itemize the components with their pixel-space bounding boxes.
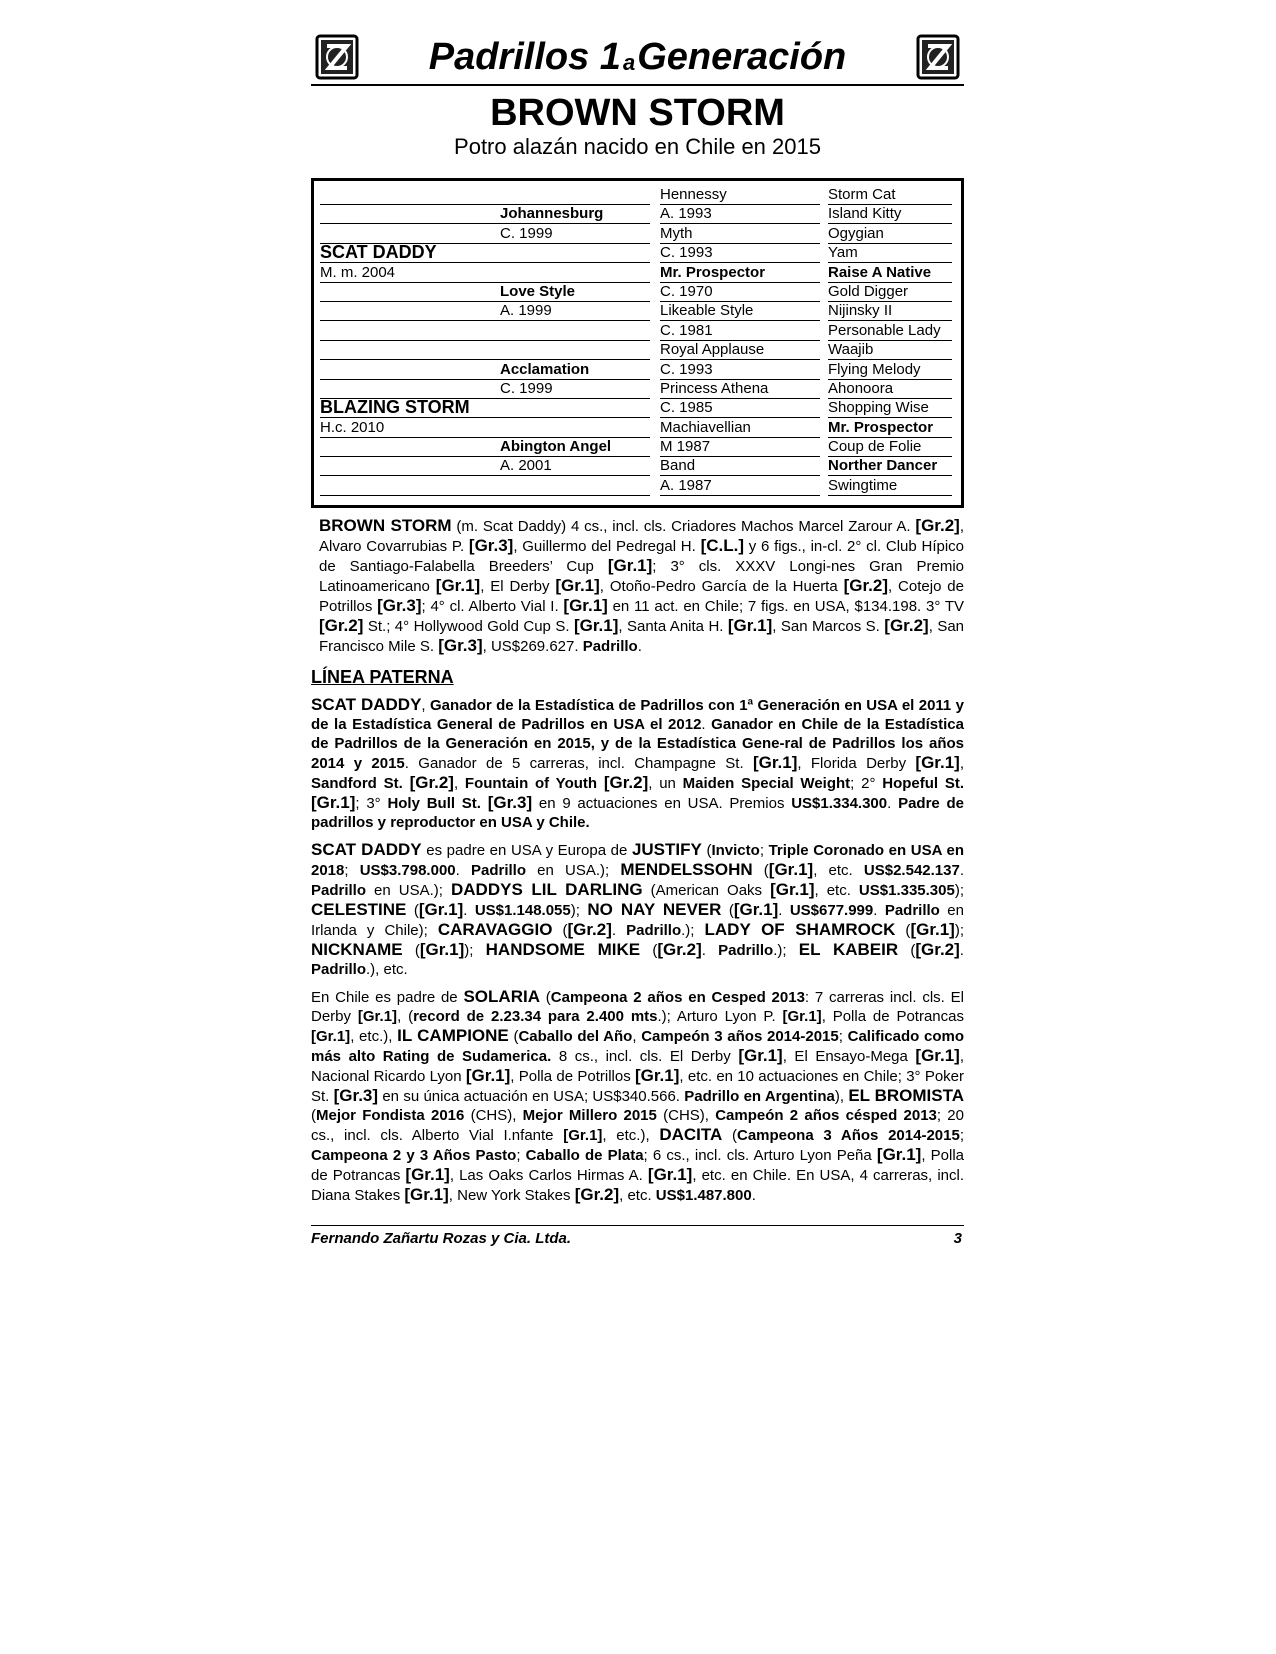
pedigree-row xyxy=(320,418,947,437)
header-title: Padrillos 1$^a$Generación xyxy=(428,36,847,78)
pedigree-cell: BLAZING STORM xyxy=(320,398,500,418)
pedigree-row xyxy=(320,204,947,223)
pedigree-cell xyxy=(320,321,500,341)
pedigree-row xyxy=(320,360,947,379)
document-page xyxy=(311,30,964,1250)
pedigree-cell: C. 1981 xyxy=(660,321,820,341)
pedigree-cell xyxy=(320,360,500,380)
offspring-chile-paragraph: En Chile es padre de SOLARIA (Campeona 2 años en Cesped 2013: 7 carreras incl. cls. El Derby [Gr.1], (record de 2.23.34 para 2.400 mts.); Arturo Lyon P. [Gr.1], Polla de Potrancas [Gr.1], etc.), IL CAMPIONE (Caballo del Año, Campeón 3 años 2014-2015; Calificado como más alto Rating de Sudamerica. 8 cs., incl. cls. El Derby [Gr.1], El Ensayo-Mega [Gr.1], Nacional Ricardo Lyon [Gr.1], Polla de Potrillos [Gr.1], etc. en 10 actuaciones en Chile; 3° Poker St. [Gr.3] en su única actuación en USA; US$340.566. Padrillo en Argentina), EL BROMISTA (Mejor Fondista 2016 (CHS), Mejor Millero 2015 (CHS), Campeón 2 años césped 2013; 20 cs., incl. cls. Alberto Vial I.nfante [Gr.1], etc.), DACITA (Campeona 3 Años 2014-2015; Campeona 2 y 3 Años Pasto; Caballo de Plata; 6 cs., incl. cls. Arturo Lyon Peña [Gr.1], Polla de Potrancas [Gr.1], Las Oaks Carlos Hirmas A. [Gr.1], etc. en Chile. En USA, 4 carreras, incl. Diana Stakes [Gr.1], New York Stakes [Gr.2], etc. US$1.487.800. xyxy=(311,987,965,1204)
pedigree-cell: Shopping Wise xyxy=(828,398,952,418)
pedigree-cell xyxy=(320,437,500,457)
pedigree-cell: Princess Athena xyxy=(660,379,820,399)
pedigree-cell: Ahonoora xyxy=(828,379,952,399)
pedigree-row xyxy=(320,243,947,262)
pedigree-cell: Mr. Prospector xyxy=(660,263,820,283)
pedigree-cell xyxy=(320,204,500,224)
pedigree-cell: Coup de Folie xyxy=(828,437,952,457)
pedigree-cell: Ogygian xyxy=(828,224,952,244)
pedigree-row xyxy=(320,340,947,359)
paternal-line-paragraph: SCAT DADDY, Ganador de la Estadística de Padrillos con 1ª Generación en USA el 2011 y de la Estadística General de Padrillos en USA el 2012. Ganador en Chile de la Estadística de Padrillos de la Generación en 2015, y de la Estadística Gene-ral de Padrillos los años 2014 y 2015. Ganador de 5 carreras, incl. Champagne St. [Gr.1], Florida Derby [Gr.1], Sandford St. [Gr.2], Fountain of Youth [Gr.2], un Maiden Special Weight; 2° Hopeful St. [Gr.1]; 3° Holy Bull St. [Gr.3] en 9 actuaciones en USA. Premios US$1.334.300. Padre de padrillos y reproductor en USA y Chile. xyxy=(311,695,965,831)
pedigree-row xyxy=(320,321,947,340)
pedigree-cell: C. 1993 xyxy=(660,243,820,263)
pedigree-cell xyxy=(320,379,500,399)
page-subtitle: Potro alazán nacido en Chile en 2015 xyxy=(454,134,821,159)
pedigree-cell: Raise A Native xyxy=(828,263,952,283)
pedigree-cell xyxy=(500,398,650,418)
pedigree-cell: Island Kitty xyxy=(828,204,952,224)
pedigree-row xyxy=(320,224,947,243)
pedigree-cell: SCAT DADDY xyxy=(320,243,500,263)
pedigree-cell xyxy=(500,185,650,205)
pedigree-cell xyxy=(320,340,500,360)
pedigree-row xyxy=(320,379,947,398)
pedigree-cell xyxy=(500,321,650,341)
pedigree-cell: Flying Melody xyxy=(828,360,952,380)
pedigree-cell: Machiavellian xyxy=(660,418,820,438)
pedigree-row xyxy=(320,263,947,282)
page-number: 3 xyxy=(953,1230,962,1247)
pedigree-cell: H.c. 2010 xyxy=(320,418,500,438)
pedigree-cell xyxy=(320,224,500,244)
pedigree-cell xyxy=(500,418,650,438)
pedigree-cell: C. 1970 xyxy=(660,282,820,302)
section-heading: LÍNEA PATERNA xyxy=(311,667,454,687)
pedigree-cell xyxy=(320,476,500,496)
pedigree-row xyxy=(320,185,947,204)
pedigree-row xyxy=(320,456,947,475)
pedigree-cell: Mr. Prospector xyxy=(828,418,952,438)
pedigree-cell: Storm Cat xyxy=(828,185,952,205)
pedigree-cell: Likeable Style xyxy=(660,301,820,321)
pedigree-cell: Yam xyxy=(828,243,952,263)
pedigree-cell: Abington Angel xyxy=(500,437,650,457)
pedigree-cell: M. m. 2004 xyxy=(320,263,500,283)
pedigree-cell xyxy=(500,476,650,496)
pedigree-cell: Acclamation xyxy=(500,360,650,380)
page-footer xyxy=(311,1225,964,1250)
page-header xyxy=(311,30,964,86)
footer-company: Fernando Zañartu Rozas y Cia. Ltda. xyxy=(311,1230,572,1247)
pedigree-cell: C. 1993 xyxy=(660,360,820,380)
pedigree-row xyxy=(320,476,947,495)
pedigree-cell: Norther Dancer xyxy=(828,456,952,476)
pedigree-cell xyxy=(500,243,650,263)
pedigree-cell: A. 1987 xyxy=(660,476,820,496)
pedigree-cell xyxy=(320,301,500,321)
offspring-usa-paragraph: SCAT DADDY es padre en USA y Europa de JUSTIFY (Invicto; Triple Coronado en USA en 2018; US$3.798.000. Padrillo en USA.); MENDELSSOHN ([Gr.1], etc. US$2.542.137. Padrillo en USA.); DADDYS LIL DARLING (American Oaks [Gr.1], etc. US$1.335.305); CELESTINE ([Gr.1]. US$1.148.055); NO NAY NEVER ([Gr.1]. US$677.999. Padrillo en Irlanda y Chile); CARAVAGGIO ([Gr.2]. Padrillo.); LADY OF SHAMROCK ([Gr.1]); NICKNAME ([Gr.1]); HANDSOME MIKE ([Gr.2]. Padrillo.); EL KABEIR ([Gr.2]. Padrillo.), etc. xyxy=(311,840,965,978)
pedigree-cell: Love Style xyxy=(500,282,650,302)
pedigree-cell: A. 1993 xyxy=(660,204,820,224)
logo-icon xyxy=(916,34,960,80)
pedigree-row xyxy=(320,398,947,417)
pedigree-cell: C. 1985 xyxy=(660,398,820,418)
pedigree-row xyxy=(320,282,947,301)
pedigree-cell: Gold Digger xyxy=(828,282,952,302)
pedigree-row xyxy=(320,301,947,320)
pedigree-cell: Hennessy xyxy=(660,185,820,205)
pedigree-cell: Waajib xyxy=(828,340,952,360)
pedigree-cell xyxy=(500,263,650,283)
pedigree-cell: C. 1999 xyxy=(500,224,650,244)
pedigree-cell xyxy=(500,340,650,360)
pedigree-cell xyxy=(320,185,500,205)
horse-description: BROWN STORM (m. Scat Daddy) 4 cs., incl. cls. Criadores Machos Marcel Zarour A. [Gr.2], Alvaro Covarrubias P. [Gr.3], Guillermo del Pedregal H. [C.L.] y 6 figs., in-cl. 2° cl. Club Hípico de Santiago-Falabella Breeders’ Cup [Gr.1]; 3° cls. XXXV Longi-nes Gran Premio Latinoamericano [Gr.1], El Derby [Gr.1], Otoño-Pedro García de la Huerta [Gr.2], Cotejo de Potrillos [Gr.3]; 4° cl. Alberto Vial I. [Gr.1] en 11 act. en Chile; 7 figs. en USA, $134.198. 3° TV [Gr.2] St.; 4° Hollywood Gold Cup S. [Gr.1], Santa Anita H. [Gr.1], San Marcos S. [Gr.2], San Francisco Mile S. [Gr.3], US$269.627. Padrillo. xyxy=(319,516,965,655)
pedigree-table xyxy=(311,178,964,508)
pedigree-row xyxy=(320,437,947,456)
pedigree-cell: Nijinsky II xyxy=(828,301,952,321)
pedigree-cell: A. 1999 xyxy=(500,301,650,321)
pedigree-cell: Band xyxy=(660,456,820,476)
page-title: BROWN STORM xyxy=(490,92,785,134)
pedigree-cell: Personable Lady xyxy=(828,321,952,341)
pedigree-cell: Royal Applause xyxy=(660,340,820,360)
pedigree-cell xyxy=(320,282,500,302)
pedigree-cell: Swingtime xyxy=(828,476,952,496)
pedigree-cell: C. 1999 xyxy=(500,379,650,399)
pedigree-cell: Johannesburg xyxy=(500,204,650,224)
pedigree-cell xyxy=(320,456,500,476)
pedigree-cell: Myth xyxy=(660,224,820,244)
pedigree-cell: A. 2001 xyxy=(500,456,650,476)
pedigree-cell: M 1987 xyxy=(660,437,820,457)
